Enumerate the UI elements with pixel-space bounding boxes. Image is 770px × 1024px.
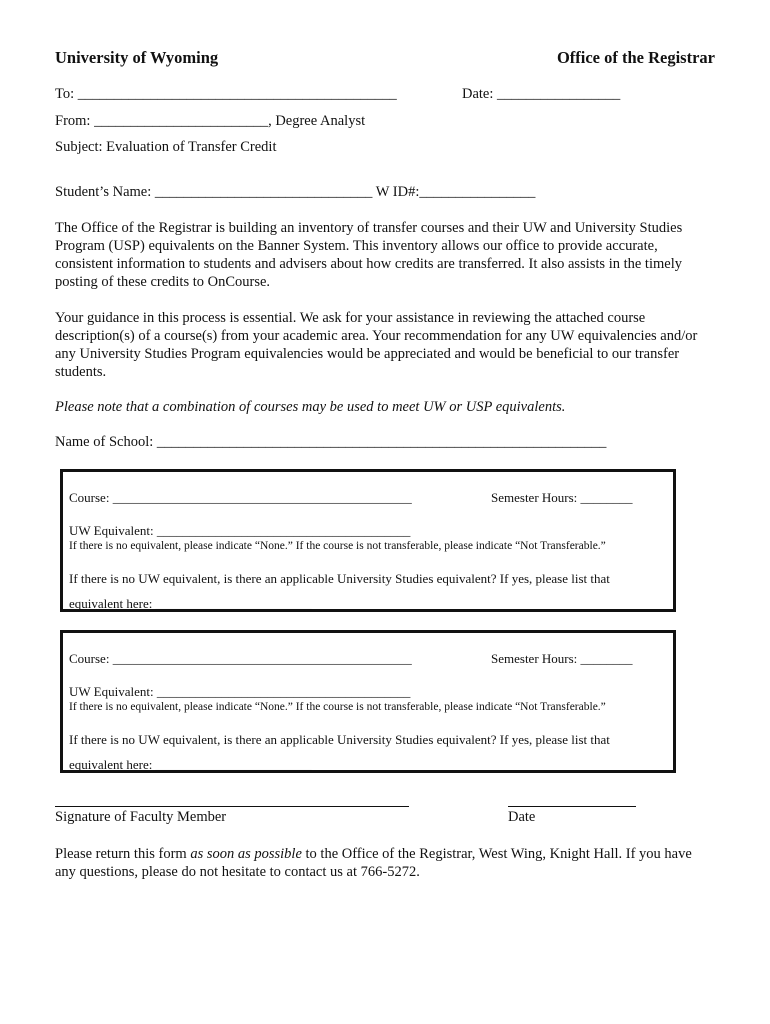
uw-equivalent-field[interactable]: UW Equivalent: _______________________________________ xyxy=(69,684,411,699)
from-field[interactable]: From: ________________________, Degree Analyst xyxy=(55,113,366,129)
office-name: Office of the Registrar xyxy=(556,48,715,67)
signature-date-line[interactable] xyxy=(508,806,636,807)
usp-equivalent-field[interactable]: equivalent here: ________________________ xyxy=(69,596,312,611)
return-text-start: Please return this form xyxy=(55,846,191,862)
return-instructions xyxy=(55,845,715,881)
student-name-id-field[interactable]: Student’s Name: ______________________________ W ID#:________________ xyxy=(55,184,536,200)
intro-paragraph: The Office of the Registrar is building an inventory of transfer courses and their UW and University Studies Program (USP) equivalents on the Banner System. This inventory allows our office to provide accurate, consistent information to students and advisers about how credits are transferred. It also assists in the timely posting of these credits to OnCourse. xyxy=(55,220,683,290)
semester-hours-field[interactable]: Semester Hours: ________ xyxy=(491,490,633,505)
return-emphasis: as soon as possible xyxy=(190,846,302,862)
signature-date-label: Date xyxy=(508,809,536,825)
combination-note: Please note that a combination of courses may be used to meet UW or USP equivalents. xyxy=(55,399,566,415)
subject-line: Subject: Evaluation of Transfer Credit xyxy=(55,139,277,155)
course-box-2 xyxy=(60,630,676,773)
letterhead xyxy=(55,48,715,68)
usp-question: If there is no UW equivalent, is there an applicable University Studies equivalent? If yes, please list that xyxy=(69,732,610,747)
faculty-signature-line[interactable] xyxy=(55,806,409,807)
date-field[interactable]: Date: _________________ xyxy=(462,86,621,102)
usp-equivalent-field[interactable]: equivalent here: ________________________ xyxy=(69,757,312,772)
course-field[interactable]: Course: ______________________________________________ xyxy=(69,490,412,505)
return-text-end: to the Office of the Registrar, West Wing, Knight Hall. If you have any questions, please do not hesitate to contact us at 766-5272. xyxy=(55,846,692,880)
course-box-1 xyxy=(60,469,676,612)
course-field[interactable]: Course: ______________________________________________ xyxy=(69,651,412,666)
equivalent-instruction: If there is no equivalent, please indicate “None.” If the course is not transferable, please indicate “Not Transferable.” xyxy=(69,701,606,713)
to-field[interactable]: To: ____________________________________________ xyxy=(55,86,397,102)
school-name-field[interactable]: Name of School: ______________________________________________________________ xyxy=(55,434,607,450)
university-name: University of Wyoming xyxy=(55,48,219,67)
usp-question: If there is no UW equivalent, is there an applicable University Studies equivalent? If yes, please list that xyxy=(69,571,610,586)
semester-hours-field[interactable]: Semester Hours: ________ xyxy=(491,651,633,666)
faculty-signature-label: Signature of Faculty Member xyxy=(55,809,227,825)
uw-equivalent-field[interactable]: UW Equivalent: _______________________________________ xyxy=(69,523,411,538)
guidance-paragraph: Your guidance in this process is essential. We ask for your assistance in reviewing the attached course description(s) of a course(s) from your academic area. Your recommendation for any UW equivalencies and/or any University Studies Program equivalencies would be appreciated and would be beneficial to our transfer students. xyxy=(55,310,698,380)
equivalent-instruction: If there is no equivalent, please indicate “None.” If the course is not transferable, please indicate “Not Transferable.” xyxy=(69,540,606,552)
